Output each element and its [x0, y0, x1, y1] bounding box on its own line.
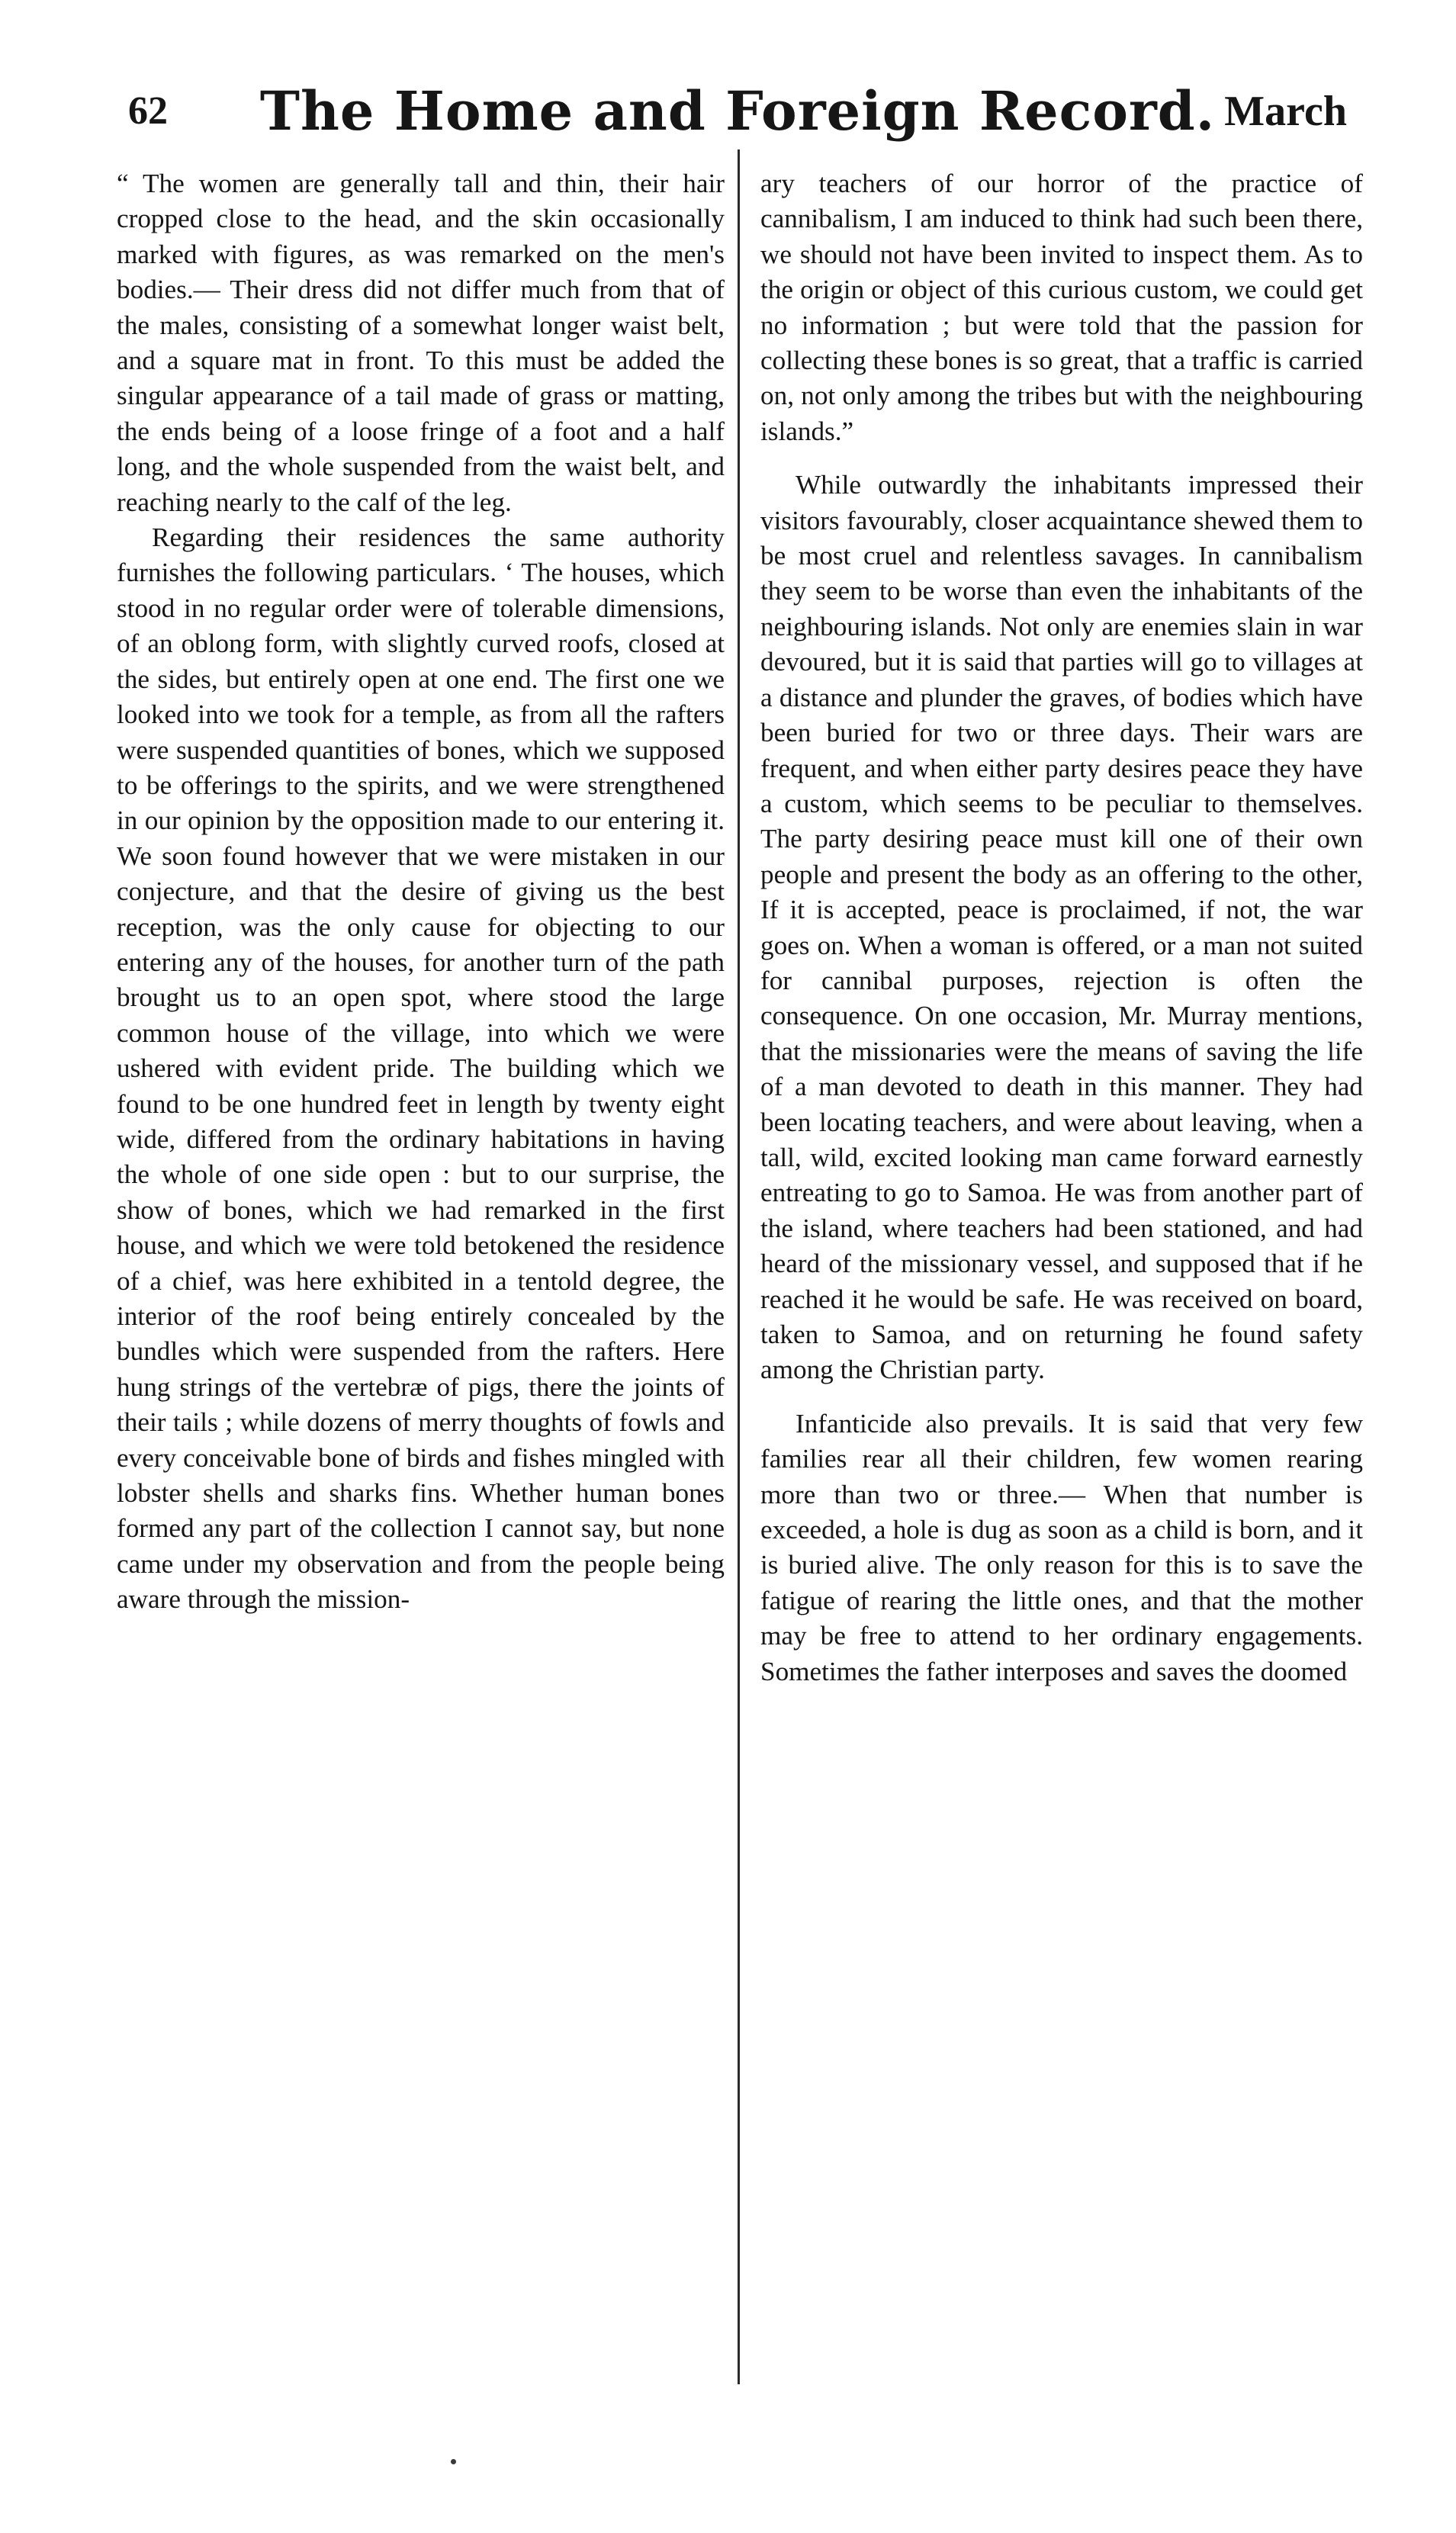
page-number: 62 — [128, 89, 168, 133]
journal-title: The Home and Foreign Record. — [259, 79, 1216, 143]
issue-month: March — [1224, 88, 1347, 135]
right-column — [760, 166, 1363, 1689]
left-column — [117, 166, 725, 1618]
right-paragraph-1: ary teachers of our horror of the practice of cannibalism, I am induced to think had such been there, we should not have been invited to inspect them. As to the origin or object of this curious custom, we could get no information ; but were told that the passion for collecting these bones is so great, that a traffic is carried on, not only among the tribes but with the neighbouring islands.” — [760, 169, 1363, 446]
column-divider — [738, 149, 740, 2384]
right-paragraph-3: Infanticide also prevails. It is said that very few families rear all their children, few women rearing more than two or three.— When that number is exceeded, a hole is dug as soon as a child is born, and it is buried alive. The only reason for this is to save the fatigue of rearing the little ones, and that the mother may be free to attend to her ordinary engagements. Sometimes the father interposes and saves the doomed — [760, 1408, 1363, 1686]
running-head — [128, 73, 1347, 149]
right-paragraph-2: While outwardly the inhabitants impressed their visitors favourably, closer acquaintance shewed them to be most cruel and relentless savages. In cannibalism they seem to be worse than even the inhabitants of the neighbouring islands. Not only are enemies slain in war devoured, but it is said that parties will go to villages at a distance and plunder the graves, of bodies which have been buried for two or three days. Their wars are frequent, and when either party desires peace they have a custom, which seems to be peculiar to themselves. The party desiring peace must kill one of their own people and present the body as an offering to the other, If it is accepted, peace is proclaimed, if not, the war goes on. When a woman is offered, or a man not suited for cannibal purposes, rejection is often the consequence. On one occasion, Mr. Murray mentions, that the missionaries were the means of saving the life of a man devoted to death in this manner. They had been locating teachers, and were about leaving, when a tall, wild, excited looking man came forward earnestly entreating to go to Samoa. He was from another part of the island, where teachers had been stationed, and had heard of the missionary vessel, and supposed that if he reached it he would be safe. He was received on board, taken to Samoa, and on returning he found safety among the Christian party. — [760, 470, 1363, 1385]
left-paragraph-2: Regarding their residences the same authority furnishes the following particulars. ‘ The houses, which stood in no regular order were of tolerable dimensions, of an oblong form, with slightly curved roofs, closed at the sides, but entirely open at one end. The first one we looked into we took for a temple, as from all the rafters were suspended quantities of bones, which we supposed to be offerings to the spirits, and we were strengthened in our opinion by the opposition made to our entering it. We soon found however that we were mistaken in our conjecture, and that the desire of giving us the best reception, was the only cause for objecting to our entering any of the houses, for another turn of the path brought us to an open spot, where stood the large common house of the village, into which we were ushered with evident pride. The building which we found to be one hundred feet in length by twenty eight wide, differed from the ordinary habitations in having the whole of one side open : but to our surprise, the show of bones, which we had remarked in the first house, and which we were told betokened the residence of a chief, was here exhibited in a tentold degree, the interior of the roof being entirely concealed by the bundles which were suspended from the rafters. Here hung strings of the vertebræ of pigs, there the joints of their tails ; while dozens of merry thoughts of fowls and every conceivable bone of birds and fishes mingled with lobster shells and sharks fins. Whether human bones formed any part of the collection I cannot say, but none came under my observation and from the people being aware through the mission- — [117, 522, 725, 1615]
left-paragraph-1: “ The women are generally tall and thin, their hair cropped close to the head, and the skin occasionally marked with figures, as was remarked on the men's bodies.— Their dress did not differ much from that of the males, consisting of a somewhat longer waist belt, and a square mat in front. To this must be added the singular appearance of a tail made of grass or matting, the ends being of a loose fringe of a foot and a half long, and the whole suspended from the waist belt, and reaching nearly to the calf of the leg. — [117, 169, 725, 517]
footer-mark — [451, 2459, 456, 2464]
